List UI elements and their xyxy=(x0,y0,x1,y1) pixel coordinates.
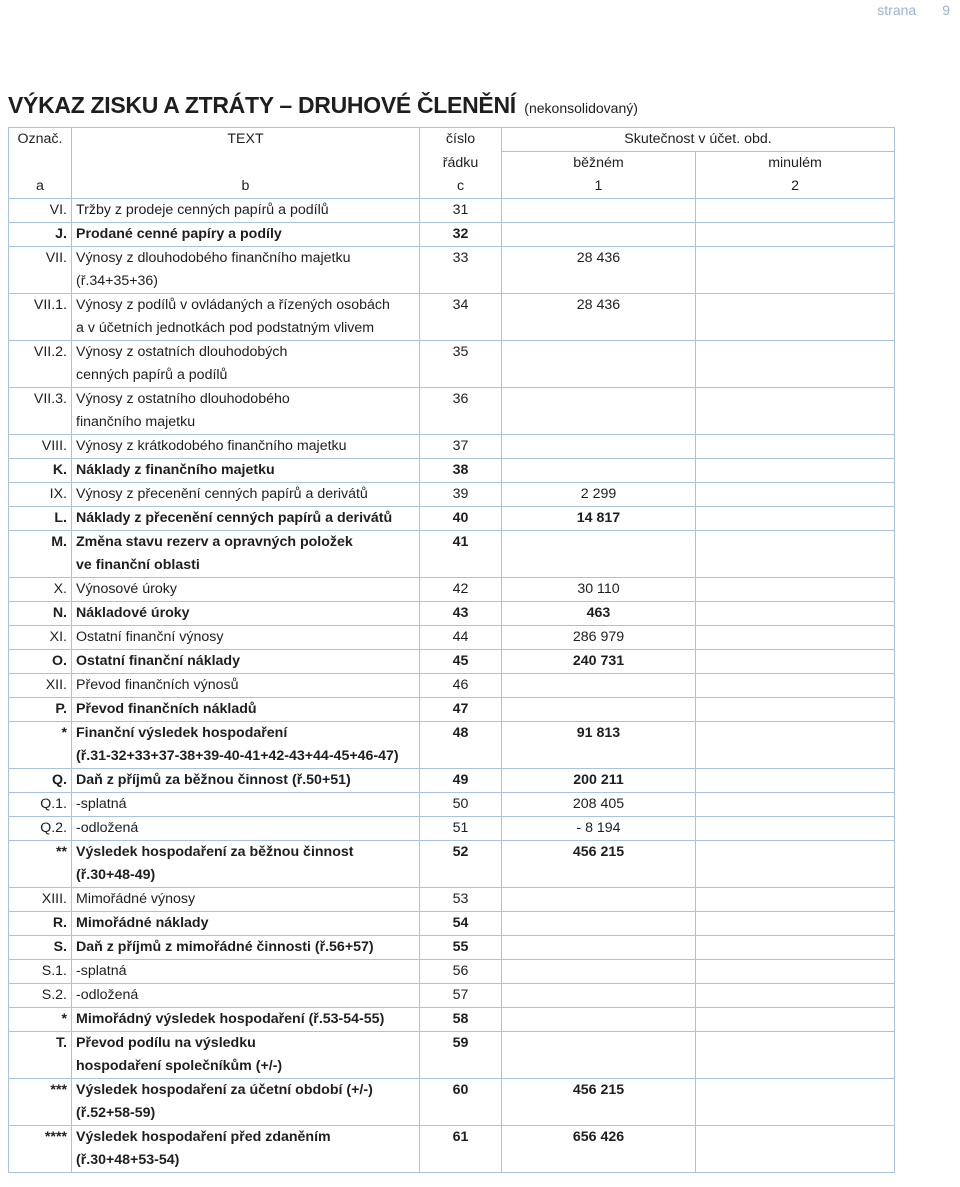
row-text-continuation: (ř.30+48+53-54) xyxy=(72,1149,420,1173)
row-text: Mimořádné výnosy xyxy=(72,888,420,912)
row-text: Ostatní finanční náklady xyxy=(72,650,420,674)
row-bezne xyxy=(502,435,696,459)
row-cislo: 50 xyxy=(420,793,502,817)
row-bezne: 240 731 xyxy=(502,650,696,674)
table-row xyxy=(9,841,895,865)
row-cislo: 47 xyxy=(420,698,502,722)
row-bezne xyxy=(502,698,696,722)
row-bezne xyxy=(502,223,696,247)
row-bezne xyxy=(502,388,696,412)
title-main: VÝKAZ ZISKU A ZTRÁTY – DRUHOVÉ ČLENĚNÍ xyxy=(8,92,516,118)
row-text: Výnosy z ostatního dlouhodobého xyxy=(72,388,420,412)
row-cislo: 52 xyxy=(420,841,502,865)
row-oznaceni: VII. xyxy=(9,247,72,271)
table-row xyxy=(9,223,895,247)
row-text: Výnosy z přecenění cenných papírů a derivátů xyxy=(72,483,420,507)
table-row xyxy=(9,936,895,960)
row-text: Nákladové úroky xyxy=(72,602,420,626)
row-minule xyxy=(696,531,895,555)
row-cislo: 40 xyxy=(420,507,502,531)
row-bezne: 30 110 xyxy=(502,578,696,602)
table-row xyxy=(9,912,895,936)
table-row xyxy=(9,578,895,602)
page-number: 9 xyxy=(942,2,950,18)
row-bezne: 656 426 xyxy=(502,1126,696,1150)
row-oznaceni: VII.3. xyxy=(9,388,72,412)
row-cislo: 61 xyxy=(420,1126,502,1150)
row-text: Výsledek hospodaření za běžnou činnost xyxy=(72,841,420,865)
table-row xyxy=(9,247,895,271)
row-cislo: 38 xyxy=(420,459,502,483)
row-oznaceni: R. xyxy=(9,912,72,936)
row-oznaceni: L. xyxy=(9,507,72,531)
row-minule xyxy=(696,769,895,793)
table-row xyxy=(9,650,895,674)
table-row xyxy=(9,507,895,531)
row-bezne: 456 215 xyxy=(502,1079,696,1103)
row-oznaceni: X. xyxy=(9,578,72,602)
row-oznaceni: XI. xyxy=(9,626,72,650)
row-cislo: 46 xyxy=(420,674,502,698)
row-oznaceni: S. xyxy=(9,936,72,960)
row-text-continuation: cenných papírů a podílů xyxy=(72,364,420,388)
row-cislo: 37 xyxy=(420,435,502,459)
row-minule xyxy=(696,507,895,531)
row-bezne xyxy=(502,984,696,1008)
row-text: Výnosy z dlouhodobého finančního majetku xyxy=(72,247,420,271)
row-cislo: 58 xyxy=(420,1008,502,1032)
row-oznaceni: VIII. xyxy=(9,435,72,459)
header-col-a: a xyxy=(9,175,72,199)
row-text: Výsledek hospodaření před zdaněním xyxy=(72,1126,420,1150)
row-minule xyxy=(696,341,895,365)
table-row-continuation xyxy=(9,745,895,769)
header-text: TEXT xyxy=(72,128,420,152)
table-row xyxy=(9,674,895,698)
page-header xyxy=(877,2,950,18)
row-text-continuation: (ř.34+35+36) xyxy=(72,270,420,294)
row-bezne xyxy=(502,960,696,984)
row-text-continuation: ve finanční oblasti xyxy=(72,554,420,578)
row-cislo: 42 xyxy=(420,578,502,602)
header-col-c: c xyxy=(420,175,502,199)
row-text-continuation: hospodaření společníkům (+/-) xyxy=(72,1055,420,1079)
header-radku: řádku xyxy=(420,152,502,176)
row-text: Výnosy z ostatních dlouhodobých xyxy=(72,341,420,365)
row-text: Změna stavu rezerv a opravných položek xyxy=(72,531,420,555)
row-oznaceni: J. xyxy=(9,223,72,247)
row-text-continuation: (ř.52+58-59) xyxy=(72,1102,420,1126)
row-text: -splatná xyxy=(72,960,420,984)
table-row-continuation xyxy=(9,1102,895,1126)
row-oznaceni: * xyxy=(9,722,72,746)
row-cislo: 51 xyxy=(420,817,502,841)
row-bezne xyxy=(502,199,696,223)
row-cislo: 45 xyxy=(420,650,502,674)
row-oznaceni: N. xyxy=(9,602,72,626)
row-cislo: 43 xyxy=(420,602,502,626)
row-text: Převod finančních nákladů xyxy=(72,698,420,722)
row-minule xyxy=(696,388,895,412)
row-cislo: 34 xyxy=(420,294,502,318)
row-bezne xyxy=(502,459,696,483)
row-minule xyxy=(696,722,895,746)
row-minule xyxy=(696,223,895,247)
row-oznaceni: S.2. xyxy=(9,984,72,1008)
row-minule xyxy=(696,435,895,459)
row-cislo: 55 xyxy=(420,936,502,960)
table-row xyxy=(9,435,895,459)
header-cislo: číslo xyxy=(420,128,502,152)
table-row xyxy=(9,341,895,365)
table-row xyxy=(9,1032,895,1056)
table-row-continuation xyxy=(9,554,895,578)
header-row-2 xyxy=(9,152,895,176)
table-row xyxy=(9,602,895,626)
table-row xyxy=(9,1008,895,1032)
table-row xyxy=(9,769,895,793)
row-minule xyxy=(696,1079,895,1103)
row-text: Mimořádný výsledek hospodaření (ř.53-54-55) xyxy=(72,1008,420,1032)
row-text: -odložená xyxy=(72,984,420,1008)
header-row-3 xyxy=(9,175,895,199)
table-row xyxy=(9,793,895,817)
row-cislo: 32 xyxy=(420,223,502,247)
row-minule xyxy=(696,294,895,318)
row-oznaceni: ** xyxy=(9,841,72,865)
header-col-2: 2 xyxy=(696,175,895,199)
row-minule xyxy=(696,247,895,271)
row-minule xyxy=(696,650,895,674)
table-row-continuation xyxy=(9,411,895,435)
row-text: Převod podílu na výsledku xyxy=(72,1032,420,1056)
row-oznaceni: * xyxy=(9,1008,72,1032)
page-label: strana xyxy=(877,2,917,18)
table-row xyxy=(9,459,895,483)
row-text: -splatná xyxy=(72,793,420,817)
row-text: Tržby z prodeje cenných papírů a podílů xyxy=(72,199,420,223)
row-text: Výsledek hospodaření za účetní období (+/-) xyxy=(72,1079,420,1103)
row-oznaceni: Q. xyxy=(9,769,72,793)
header-bezne: běžném xyxy=(502,152,696,176)
row-bezne xyxy=(502,341,696,365)
row-cislo: 54 xyxy=(420,912,502,936)
row-bezne xyxy=(502,936,696,960)
row-text: Výnosy z krátkodobého finančního majetku xyxy=(72,435,420,459)
row-bezne xyxy=(502,912,696,936)
row-text: Prodané cenné papíry a podíly xyxy=(72,223,420,247)
row-oznaceni: Q.2. xyxy=(9,817,72,841)
row-cislo: 60 xyxy=(420,1079,502,1103)
row-cislo: 35 xyxy=(420,341,502,365)
table-row xyxy=(9,960,895,984)
row-minule xyxy=(696,1032,895,1056)
row-text: Výnosy z podílů v ovládaných a řízených osobách xyxy=(72,294,420,318)
row-bezne: 200 211 xyxy=(502,769,696,793)
table-row xyxy=(9,1079,895,1103)
row-bezne: - 8 194 xyxy=(502,817,696,841)
row-bezne: 28 436 xyxy=(502,247,696,271)
table-row-continuation xyxy=(9,1149,895,1173)
header-row-1 xyxy=(9,128,895,152)
row-text-continuation: a v účetních jednotkách pod podstatným vlivem xyxy=(72,317,420,341)
table-row-continuation xyxy=(9,864,895,888)
table-row xyxy=(9,1126,895,1150)
row-text: Náklady z finančního majetku xyxy=(72,459,420,483)
row-minule xyxy=(696,960,895,984)
row-text: Ostatní finanční výnosy xyxy=(72,626,420,650)
row-minule xyxy=(696,984,895,1008)
row-oznaceni: P. xyxy=(9,698,72,722)
title-sub: (nekonsolidovaný) xyxy=(524,100,638,116)
header-col-b: b xyxy=(72,175,420,199)
row-oznaceni: T. xyxy=(9,1032,72,1056)
row-minule xyxy=(696,817,895,841)
row-text: Finanční výsledek hospodaření xyxy=(72,722,420,746)
row-minule xyxy=(696,841,895,865)
header-ozn: Označ. xyxy=(9,128,72,152)
row-bezne: 28 436 xyxy=(502,294,696,318)
row-oznaceni: VII.1. xyxy=(9,294,72,318)
row-cislo: 59 xyxy=(420,1032,502,1056)
row-minule xyxy=(696,888,895,912)
row-oznaceni: Q.1. xyxy=(9,793,72,817)
row-bezne: 456 215 xyxy=(502,841,696,865)
row-bezne xyxy=(502,1032,696,1056)
row-cislo: 48 xyxy=(420,722,502,746)
row-cislo: 49 xyxy=(420,769,502,793)
row-bezne: 463 xyxy=(502,602,696,626)
row-cislo: 33 xyxy=(420,247,502,271)
row-minule xyxy=(696,483,895,507)
row-oznaceni: **** xyxy=(9,1126,72,1150)
statement-title xyxy=(8,92,638,119)
table-row-continuation xyxy=(9,270,895,294)
row-minule xyxy=(696,626,895,650)
row-cislo: 36 xyxy=(420,388,502,412)
header-minule: minulém xyxy=(696,152,895,176)
row-minule xyxy=(696,459,895,483)
row-minule xyxy=(696,602,895,626)
row-bezne xyxy=(502,888,696,912)
row-minule xyxy=(696,698,895,722)
row-bezne xyxy=(502,1008,696,1032)
row-text-continuation: finančního majetku xyxy=(72,411,420,435)
table-row xyxy=(9,888,895,912)
row-oznaceni: M. xyxy=(9,531,72,555)
row-oznaceni: VI. xyxy=(9,199,72,223)
row-oznaceni: VII.2. xyxy=(9,341,72,365)
row-bezne xyxy=(502,531,696,555)
row-cislo: 39 xyxy=(420,483,502,507)
row-oznaceni: IX. xyxy=(9,483,72,507)
row-minule xyxy=(696,1126,895,1150)
row-text: Převod finančních výnosů xyxy=(72,674,420,698)
row-oznaceni: *** xyxy=(9,1079,72,1103)
row-minule xyxy=(696,1008,895,1032)
row-minule xyxy=(696,936,895,960)
row-minule xyxy=(696,578,895,602)
row-text: -odložená xyxy=(72,817,420,841)
row-oznaceni: XIII. xyxy=(9,888,72,912)
table-row xyxy=(9,199,895,223)
row-minule xyxy=(696,674,895,698)
row-minule xyxy=(696,793,895,817)
row-bezne: 208 405 xyxy=(502,793,696,817)
row-cislo: 44 xyxy=(420,626,502,650)
table-row xyxy=(9,817,895,841)
table-row-continuation xyxy=(9,364,895,388)
row-oznaceni: XII. xyxy=(9,674,72,698)
row-text: Daň z příjmů za běžnou činnost (ř.50+51) xyxy=(72,769,420,793)
row-text: Výnosové úroky xyxy=(72,578,420,602)
row-bezne: 2 299 xyxy=(502,483,696,507)
row-bezne: 14 817 xyxy=(502,507,696,531)
row-cislo: 31 xyxy=(420,199,502,223)
row-cislo: 56 xyxy=(420,960,502,984)
table-row xyxy=(9,698,895,722)
row-cislo: 53 xyxy=(420,888,502,912)
table-row xyxy=(9,388,895,412)
row-text: Náklady z přecenění cenných papírů a derivátů xyxy=(72,507,420,531)
income-statement-table xyxy=(8,127,895,1173)
table-row xyxy=(9,294,895,318)
row-text-continuation: (ř.31-32+33+37-38+39-40-41+42-43+44-45+46-47) xyxy=(72,745,420,769)
row-oznaceni: K. xyxy=(9,459,72,483)
row-oznaceni: S.1. xyxy=(9,960,72,984)
row-cislo: 41 xyxy=(420,531,502,555)
row-bezne xyxy=(502,674,696,698)
table-row-continuation xyxy=(9,317,895,341)
row-text: Mimořádné náklady xyxy=(72,912,420,936)
row-text: Daň z příjmů z mimořádné činnosti (ř.56+57) xyxy=(72,936,420,960)
row-oznaceni: O. xyxy=(9,650,72,674)
table-row xyxy=(9,483,895,507)
header-skutecnost: Skutečnost v účet. obd. xyxy=(502,128,895,152)
row-bezne: 286 979 xyxy=(502,626,696,650)
row-minule xyxy=(696,199,895,223)
row-bezne: 91 813 xyxy=(502,722,696,746)
header-col-1: 1 xyxy=(502,175,696,199)
table-row xyxy=(9,984,895,1008)
table-row-continuation xyxy=(9,1055,895,1079)
table-row xyxy=(9,626,895,650)
row-cislo: 57 xyxy=(420,984,502,1008)
row-minule xyxy=(696,912,895,936)
table-row xyxy=(9,722,895,746)
table-row xyxy=(9,531,895,555)
row-text-continuation: (ř.30+48-49) xyxy=(72,864,420,888)
